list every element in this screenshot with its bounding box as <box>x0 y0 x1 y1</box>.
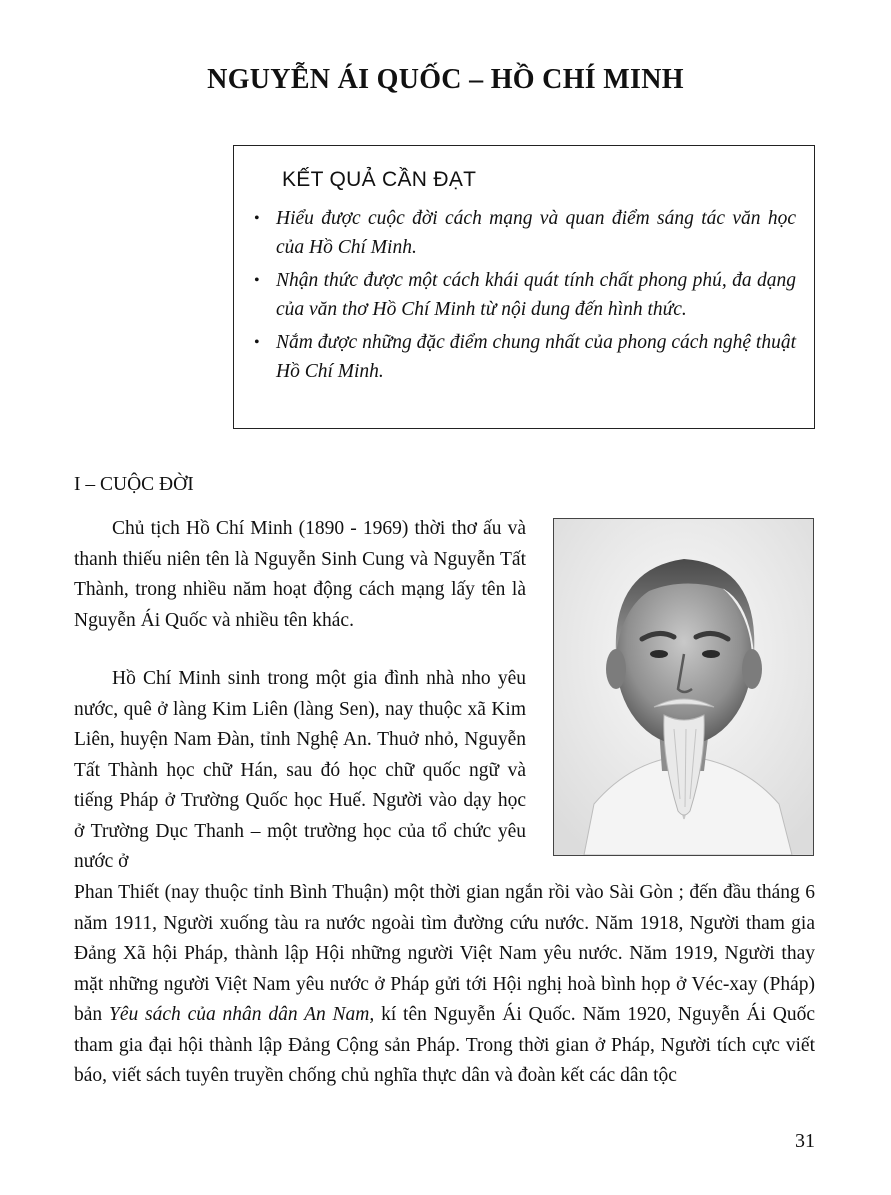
learning-goals-box <box>233 145 815 429</box>
learning-goals-heading: KẾT QUẢ CẦN ĐẠT <box>282 168 477 191</box>
bullet-icon: • <box>254 272 260 289</box>
paragraph-3-text: Phan Thiết (nay thuộc tỉnh Bình Thuận) một thời gian ngắn rồi vào Sài Gòn ; đến đầu tháng 6 năm 1911, Người xuống tàu ra nước ngoài tìm đường cứu nước. Năm 1918, Người tham gia Đảng Xã hội Pháp, thành lập Hội những người Việt Nam yêu nước. Năm 1919, Người thay mặt những người Việt Nam yêu nước ở Pháp gửi tới Hội nghị hoà bình họp ở Véc-xay (Pháp) bản <box>74 882 815 1025</box>
learning-goal-text: Nắm được những đặc điểm chung nhất của phong cách nghệ thuật Hồ Chí Minh. <box>276 332 796 382</box>
bullet-icon: • <box>254 334 260 351</box>
bullet-icon: • <box>254 210 260 227</box>
page-number: 31 <box>795 1130 815 1152</box>
learning-goal-item <box>254 266 796 324</box>
paragraph-3 <box>74 878 815 1092</box>
learning-goals-list <box>254 204 796 390</box>
page-title: NGUYỄN ÁI QUỐC – HỒ CHÍ MINH <box>207 64 684 95</box>
section-heading: I – CUỘC ĐỜI <box>74 474 194 495</box>
learning-goal-text: Nhận thức được một cách khái quát tính chất phong phú, đa dạng của văn thơ Hồ Chí Minh từ nội dung đến hình thức. <box>276 270 796 320</box>
portrait-photo <box>553 518 814 856</box>
paragraph-2: Hồ Chí Minh sinh trong một gia đình nhà nho yêu nước, quê ở làng Kim Liên (làng Sen), nay thuộc xã Kim Liên, huyện Nam Đàn, tỉnh Nghệ An. Thuở nhỏ, Nguyễn Tất Thành học chữ Hán, sau đó học chữ quốc ngữ và tiếng Pháp ở Trường Quốc học Huế. Người vào dạy học ở Trường Dục Thanh – một trường học của tổ chức yêu nước ở <box>74 668 526 872</box>
learning-goal-text: Hiểu được cuộc đời cách mạng và quan điểm sáng tác văn học của Hồ Chí Minh. <box>276 208 796 258</box>
learning-goal-item <box>254 328 796 386</box>
paragraph-3-text-continued: kí tên Nguyễn Ái Quốc. Năm 1920, Nguyễn Ái Quốc tham gia đại hội thành lập Đảng Cộng sản Pháp. Trong thời gian ở Pháp, Người tích cực viết báo, viết sách tuyên truyền chống chủ nghĩa thực dân và đoàn kết các dân tộc <box>74 1004 815 1086</box>
learning-goal-item <box>254 204 796 262</box>
document-title-italic: Yêu sách của nhân dân An Nam, <box>108 1004 375 1025</box>
portrait-illustration <box>554 519 813 855</box>
paragraph-1: Chủ tịch Hồ Chí Minh (1890 - 1969) thời thơ ấu và thanh thiếu niên tên là Nguyễn Sinh Cung và Nguyễn Tất Thành, trong nhiều năm hoạt động cách mạng lấy tên là Nguyễn Ái Quốc và nhiều tên khác. <box>74 518 526 631</box>
